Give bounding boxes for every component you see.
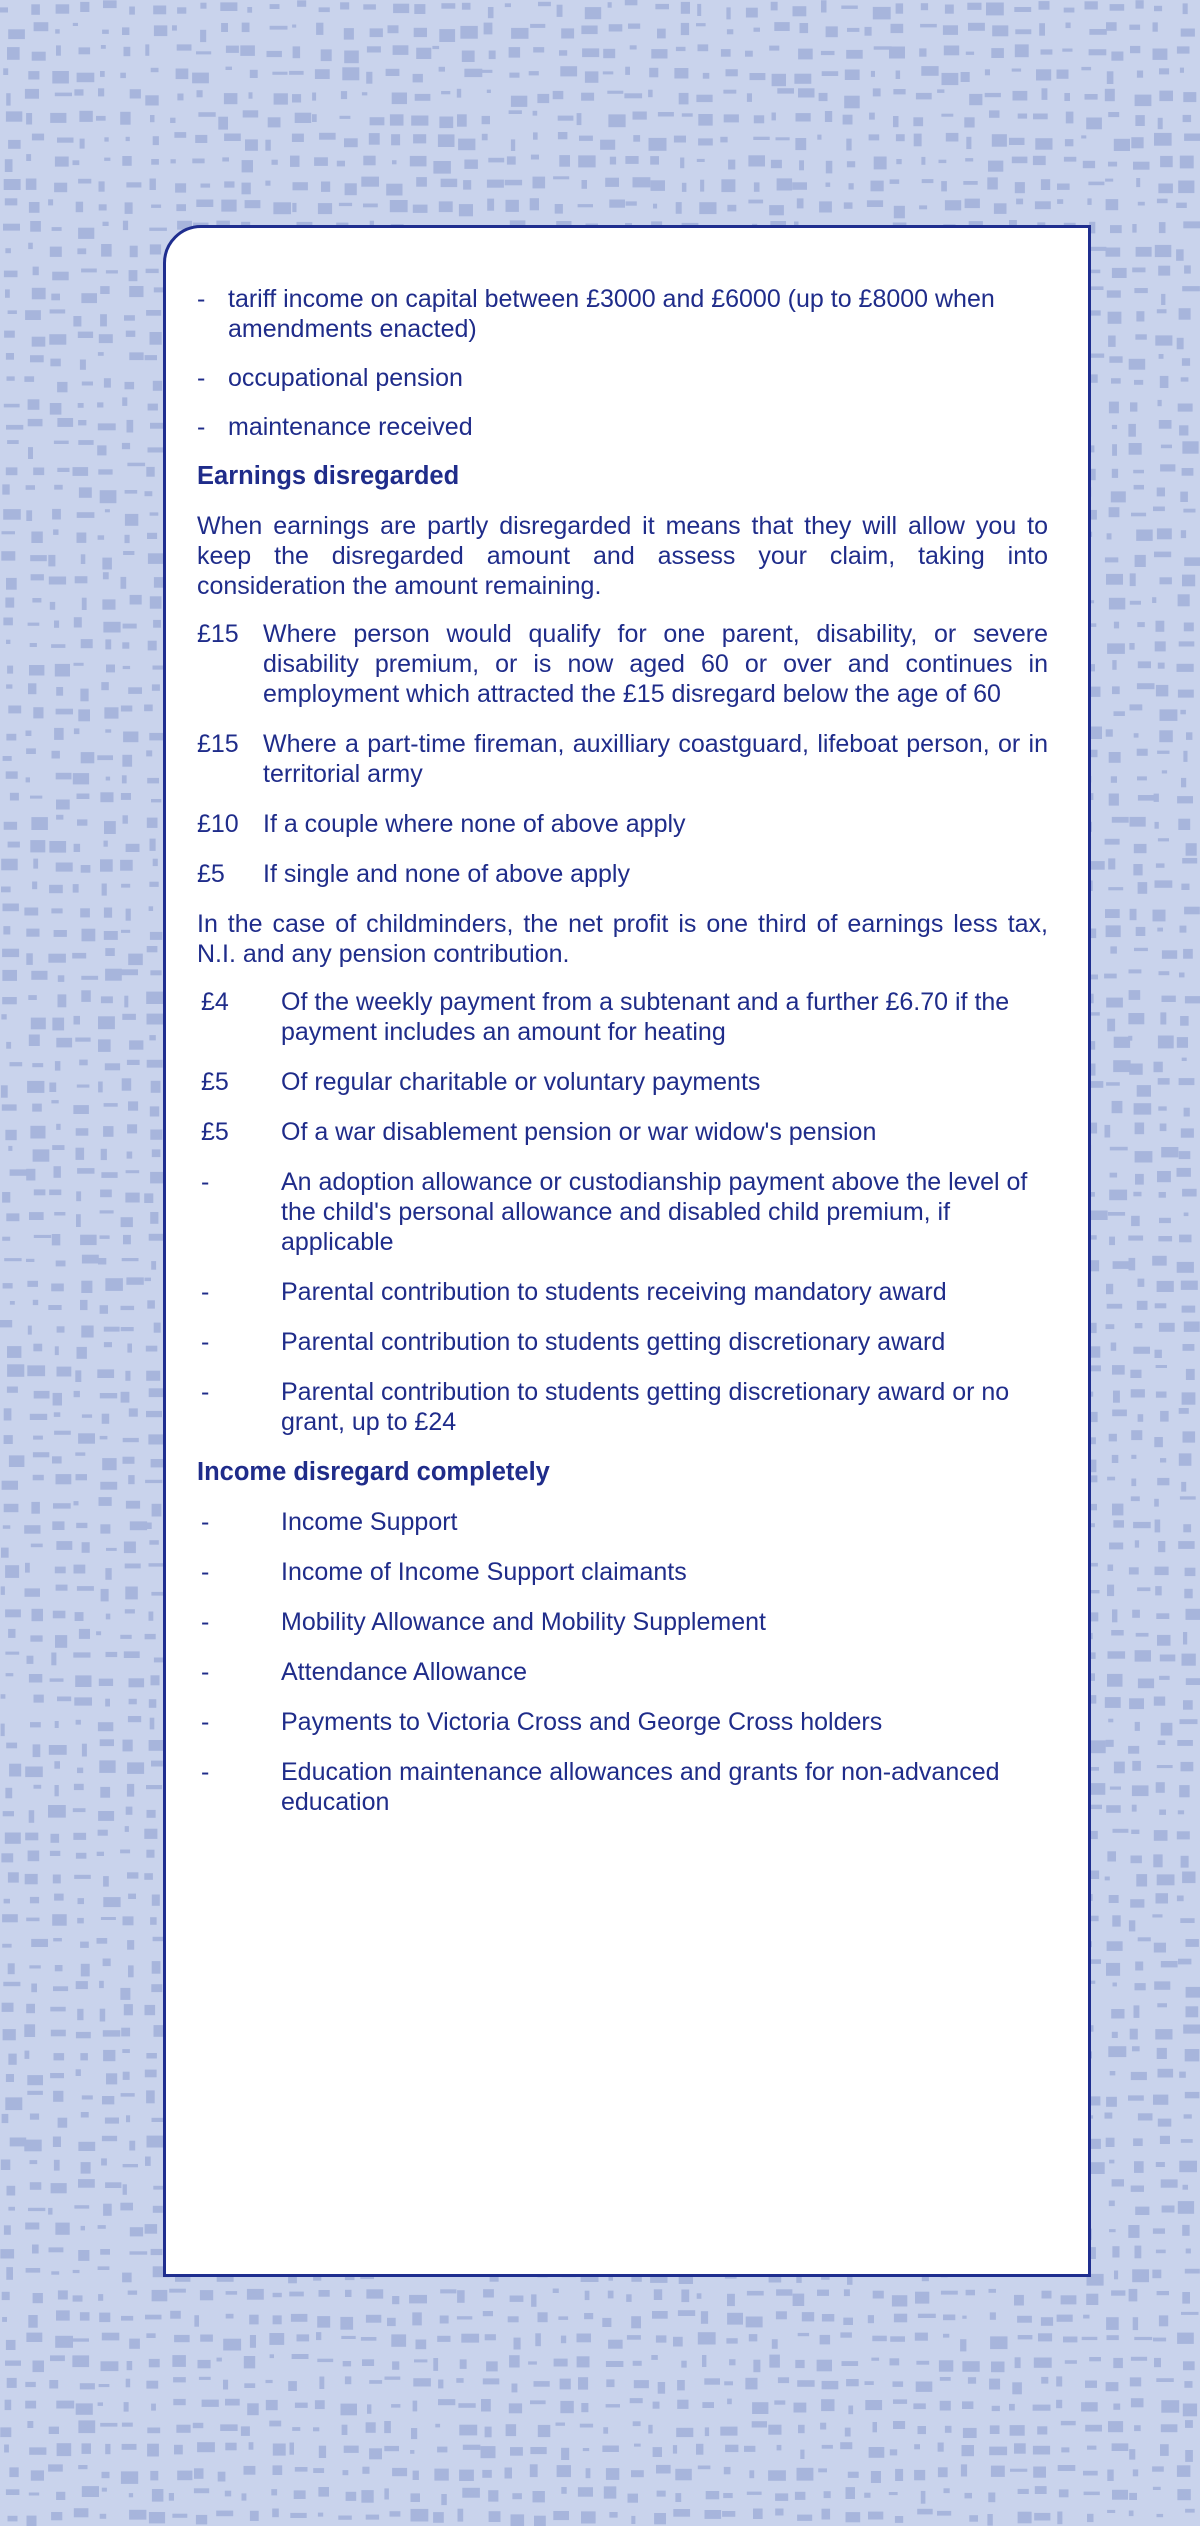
item-mark: - <box>201 1708 210 1736</box>
item-mark: - <box>201 1558 210 1586</box>
list-item <box>197 1067 1048 1097</box>
item-mark: - <box>201 1608 210 1636</box>
list-item <box>197 729 1048 789</box>
amount-label: £15 <box>197 620 239 648</box>
amount-label: £5 <box>197 860 225 888</box>
list-item <box>197 859 1048 889</box>
list-item: - maintenance received <box>197 413 473 441</box>
childminders-note: In the case of childminders, the net profit is one third of earnings less tax, N.I. and any pension contribution. <box>197 910 1048 968</box>
amount-label: £10 <box>197 810 239 838</box>
list-item <box>197 1377 1048 1437</box>
list-item <box>197 619 1048 709</box>
info-panel <box>163 225 1091 2277</box>
earnings-rows-2 <box>197 987 1048 1437</box>
earnings-heading: Earnings disregarded <box>197 462 460 490</box>
list-item <box>197 987 1048 1047</box>
list-item <box>197 809 1048 839</box>
amount-text: If single and none of above apply <box>263 860 630 888</box>
list-item <box>197 1167 1048 1257</box>
bullet-text: maintenance received <box>228 413 473 441</box>
item-text: Income Support <box>281 1508 458 1536</box>
list-item <box>197 1707 1048 1737</box>
amount-text: Of the weekly payment from a subtenant and a further £6.70 if the payment includes an amount for heating <box>281 988 1010 1046</box>
amount-text: Parental contribution to students getting discretionary award <box>281 1328 946 1356</box>
amount-label: - <box>201 1378 210 1406</box>
amount-text: Of regular charitable or voluntary payments <box>281 1068 761 1096</box>
amount-label: - <box>201 1278 210 1306</box>
amount-text: Parental contribution to students receiving mandatory award <box>281 1278 947 1306</box>
list-item: - occupational pension <box>197 364 463 392</box>
bullet-text: tariff income on capital between £3000 and £6000 (up to £8000 when amendments enacted) <box>228 285 995 343</box>
list-item <box>197 1657 1048 1687</box>
amount-text: Where a part-time fireman, auxilliary coastguard, lifeboat person, or in territorial army <box>263 730 1048 788</box>
amount-label: £4 <box>201 988 229 1016</box>
amount-text: Parental contribution to students getting discretionary award or no grant, up to £24 <box>281 1378 1010 1436</box>
amount-label: - <box>201 1328 210 1356</box>
complete-list <box>197 1507 1048 1817</box>
item-text: Mobility Allowance and Mobility Supplement <box>281 1608 766 1636</box>
earnings-intro: When earnings are partly disregarded it means that they will allow you to keep the disregarded amount and assess your claim, taking into consideration the amount remaining. <box>197 512 1048 600</box>
earnings-rows-1 <box>197 619 1048 889</box>
item-text: Income of Income Support claimants <box>281 1558 687 1586</box>
item-text: Attendance Allowance <box>281 1658 528 1686</box>
item-text: Payments to Victoria Cross and George Cross holders <box>281 1708 883 1736</box>
item-text: Education maintenance allowances and grants for non-advanced education <box>281 1758 1000 1816</box>
amount-label: £15 <box>197 730 239 758</box>
amount-text: If a couple where none of above apply <box>263 810 686 838</box>
complete-heading: Income disregard completely <box>197 1458 550 1486</box>
amount-label: - <box>201 1168 210 1196</box>
amount-label: £5 <box>201 1068 229 1096</box>
bullet-text: occupational pension <box>228 364 463 392</box>
list-item: - tariff income on capital between £3000 and £6000 (up to £8000 when amendments enacted) <box>197 285 995 343</box>
list-item <box>197 1117 1048 1147</box>
amount-text: Where person would qualify for one parent, disability, or severe disability premium, or is now aged 60 or over and continues in employment which attracted the £15 disregard below the age of 60 <box>263 620 1048 708</box>
amount-label: £5 <box>201 1118 229 1146</box>
list-item <box>197 1557 1048 1587</box>
list-item <box>197 1327 1048 1357</box>
list-item <box>197 1757 1048 1817</box>
amount-text: An adoption allowance or custodianship payment above the level of the child's personal allowance and disabled child premium, if applicable <box>281 1168 1028 1256</box>
list-item <box>197 1507 1048 1537</box>
item-mark: - <box>201 1658 210 1686</box>
item-mark: - <box>201 1508 210 1536</box>
list-item <box>197 1607 1048 1637</box>
list-item <box>197 1277 1048 1307</box>
top-bullet-list <box>197 284 1048 442</box>
item-mark: - <box>201 1758 210 1786</box>
amount-text: Of a war disablement pension or war widow's pension <box>281 1118 877 1146</box>
